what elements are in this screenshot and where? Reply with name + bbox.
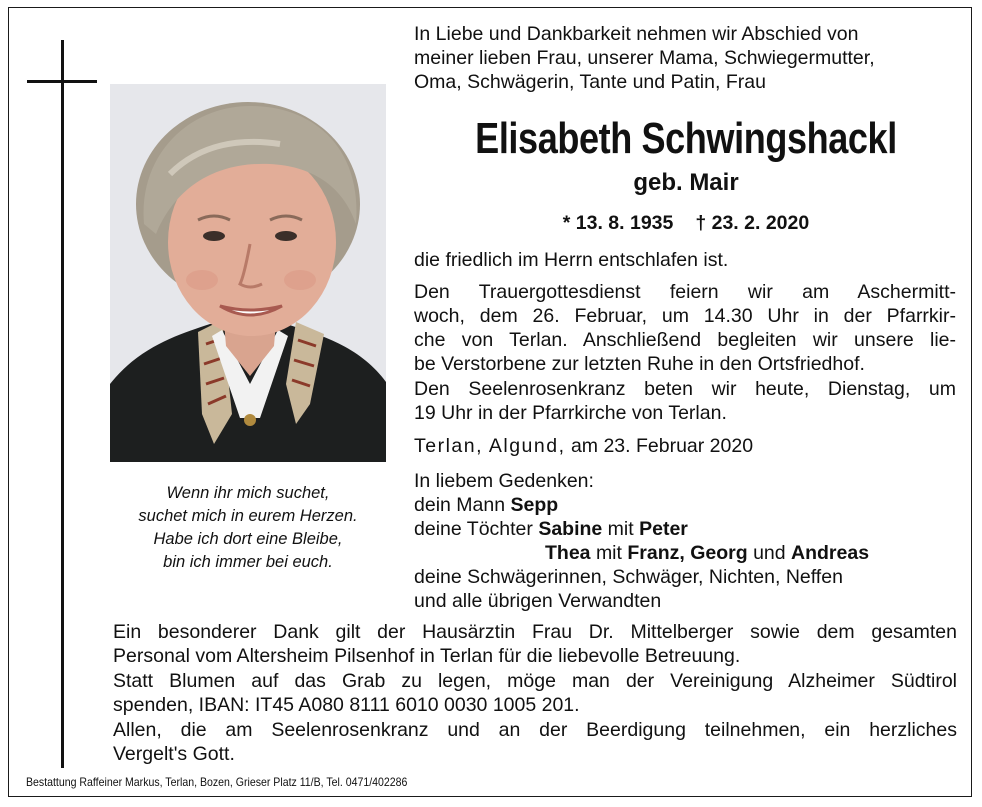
passing-line: die friedlich im Herrn entschlafen ist. [414,249,729,271]
funeral-home-footer: Bestattung Raffeiner Markus, Terlan, Bozen, Grieser Platz 11/B, Tel. 0471/402286 [26,775,408,789]
intro-line: meiner lieben Frau, unserer Mama, Schwiegermutter, [414,47,875,69]
husband-name: Sepp [510,494,559,516]
cross-icon-bar [27,80,97,83]
mourner-line: und alle übrigen Verwandten [414,590,662,612]
birth-date: * 13. 8. 1935 [562,212,674,234]
rosary-line: Den Seelenrosenkranz beten wir heute, Dienstag, um [414,378,956,400]
mourners-list [414,469,956,613]
thanks-line: Ein besonderer Dank gilt der Hausärztin Frau Dr. Mittelberger sowie dem gesamten [113,621,957,643]
mourner-line: dein Mann Sepp [414,494,559,516]
poem-line: Habe ich dort eine Bleibe, [153,530,343,548]
death-date: † 23. 2. 2020 [695,212,810,234]
place-date [414,434,956,458]
rosary-text [414,377,956,425]
poem-line: Wenn ihr mich suchet, [166,484,330,502]
funeral-line: Den Trauergottesdienst feiern wir am Aschermitt- [414,281,956,303]
life-dates [414,210,958,236]
mourners-intro: In liebem Gedenken: [414,470,594,492]
closing-line: Vergelt's Gott. [113,743,235,765]
poem-line: bin ich immer bei euch. [163,553,333,571]
donation-line: spenden, IBAN: IT45 A080 8111 6010 0030 1005 201. [113,694,580,716]
funeral-line: che von Terlan. Anschließend begleiten wir unsere lie- [414,329,956,351]
funeral-line: be Verstorbene zur letzten Ruhe in den Ortsfriedhof. [414,353,865,375]
intro-text [414,22,956,94]
funeral-text [414,280,956,376]
intro-line: Oma, Schwägerin, Tante und Patin, Frau [414,71,766,93]
rosary-line: 19 Uhr in der Pfarrkirche von Terlan. [414,402,727,424]
thanks-line: Personal vom Altersheim Pilsenhof in Terlan für die liebevolle Betreuung. [113,645,741,667]
places: Terlan, Algund, [414,435,566,457]
notice-date: am 23. Februar 2020 [570,435,754,457]
mourner-line: Thea mit Franz, Georg und Andreas [545,542,870,564]
cross-icon [61,40,64,768]
passing-text [414,248,956,272]
mourner-line: deine Töchter Sabine mit Peter [414,518,688,540]
mourner-line: deine Schwägerinnen, Schwäger, Nichten, Neffen [414,566,843,588]
thanks-text [113,620,957,668]
deceased-name: Elisabeth Schwingshackl [475,114,897,163]
maiden-name: geb. Mair [633,169,739,196]
closing-line: Allen, die am Seelenrosenkranz und an der Beerdigung teilnehmen, ein herzliches [113,719,957,741]
funeral-line: woch, dem 26. Februar, um 14.30 Uhr in der Pfarrkir- [414,305,956,327]
intro-line: In Liebe und Dankbarkeit nehmen wir Abschied von [414,23,859,45]
donation-line: Statt Blumen auf das Grab zu legen, möge man der Vereinigung Alzheimer Südtirol [113,670,957,692]
portrait-photo [110,84,386,462]
memorial-poem [110,482,386,574]
donation-text [113,669,957,717]
closing-text [113,718,957,766]
poem-line: suchet mich in eurem Herzen. [138,507,358,525]
